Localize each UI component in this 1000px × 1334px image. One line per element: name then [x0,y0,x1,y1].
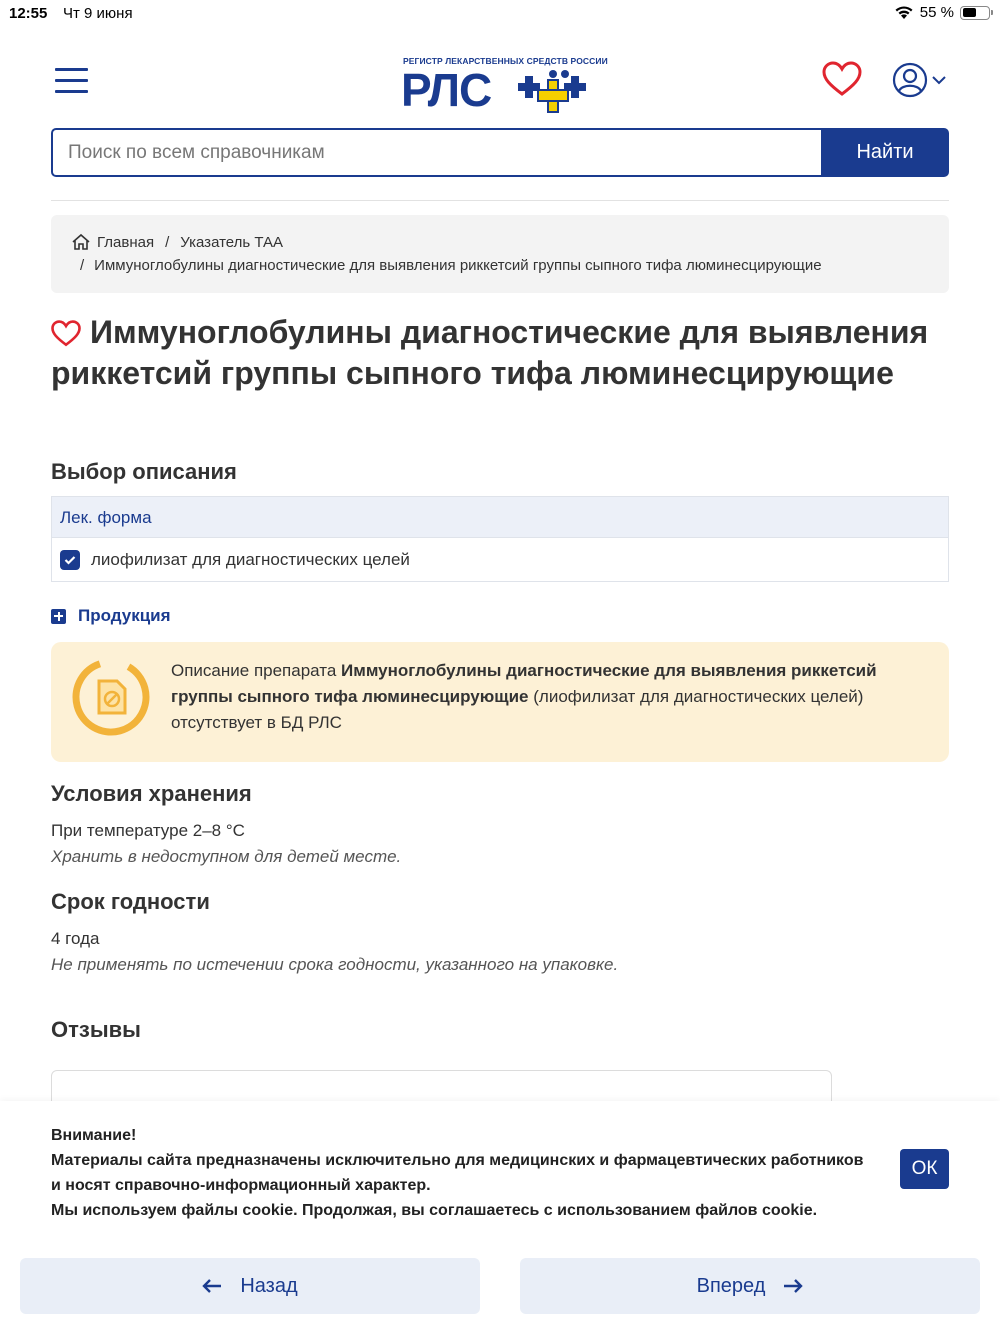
breadcrumb [51,215,949,293]
products-toggle[interactable] [51,606,171,626]
status-time: 12:55 [9,5,48,22]
description-choice-heading: Выбор описания [51,459,237,484]
status-date: Чт 9 июня [63,5,133,22]
notice-drug-name: Иммуноглобулины диагностические для выявления риккетсий группы сыпного тифа люминесцирующие [171,661,877,706]
logo-crosses-icon [515,68,597,116]
missing-description-notice [51,642,949,762]
back-button[interactable] [20,1258,480,1314]
shelf-life-value: 4 года [51,929,100,948]
status-right [894,4,990,21]
menu-icon[interactable] [55,68,88,94]
user-menu[interactable] [892,60,952,100]
shelf-life-heading: Срок годности [51,889,210,914]
forward-label: Вперед [696,1274,766,1297]
reviews-heading: Отзывы [51,1017,141,1042]
favorite-heart-icon[interactable] [51,320,81,347]
forward-button[interactable] [520,1258,980,1314]
search-button[interactable]: Найти [821,128,949,177]
notice-suffix: (лиофилизат для диагностических целей) отсутствует в БД РЛС [171,687,864,732]
title-row [51,312,949,393]
breadcrumb-current: Иммуноглобулины диагностические для выявления риккетсий группы сыпного тифа люминесцирующие [94,257,822,274]
wifi-icon [894,5,914,20]
heart-icon[interactable] [822,61,862,97]
battery-percent: 55 % [919,4,954,21]
user-icon [892,62,928,98]
plus-icon [51,609,66,624]
logo-tagline: РЕГИСТР ЛЕКАРСТВЕННЫХ СРЕДСТВ РОССИИ [403,56,608,66]
cookie-attention: Внимание! [51,1127,137,1144]
battery-icon [960,6,990,20]
check-icon [64,555,76,565]
breadcrumb-separator: / [165,233,170,251]
cookie-consent: Мы используем файлы cookie. Продолжая, вы соглашаетесь с использованием файлов cookie. [51,1202,818,1219]
home-icon[interactable] [71,233,91,251]
shelf-life-note: Не применять по истечении срока годности, указанного на упаковке. [51,955,619,974]
back-label: Назад [240,1274,298,1297]
notice-text [171,658,931,736]
table-header: Лек. форма [52,497,948,538]
arrow-left-icon [202,1278,222,1294]
storage-temperature: При температуре 2–8 °C [51,821,245,840]
search-bar [51,128,949,177]
description-choice-table [51,496,949,582]
document-missing-icon [69,655,153,739]
option-checkbox[interactable] [60,550,80,570]
storage-heading: Условия хранения [51,781,252,806]
search-input[interactable] [51,128,821,177]
divider [51,200,949,201]
cookie-text [51,1123,871,1223]
cookie-banner [0,1101,1000,1334]
breadcrumb-separator: / [80,257,85,274]
table-row[interactable] [52,538,948,582]
page-title: Иммуноглобулины диагностические для выявления риккетсий группы сыпного тифа люминесцирующие [51,314,929,391]
logo[interactable] [401,50,608,116]
breadcrumb-home[interactable]: Главная [97,233,155,251]
logo-text: РЛС [401,64,492,116]
products-label: Продукция [78,606,171,625]
arrow-right-icon [783,1278,803,1294]
status-bar [0,0,1000,28]
chevron-down-icon [932,75,946,85]
notice-prefix: Описание препарата [171,661,342,680]
option-label: лиофилизат для диагностических целей [91,550,410,569]
breadcrumb-index[interactable]: Указатель ТАА [180,233,284,251]
cookie-ok-button[interactable]: ОК [900,1149,949,1189]
storage-note: Хранить в недоступном для детей месте. [51,847,402,866]
cookie-disclaimer: Материалы сайта предназначены исключительно для медицинских и фармацевтических работников и носят справочно-информационный характер. [51,1152,864,1194]
